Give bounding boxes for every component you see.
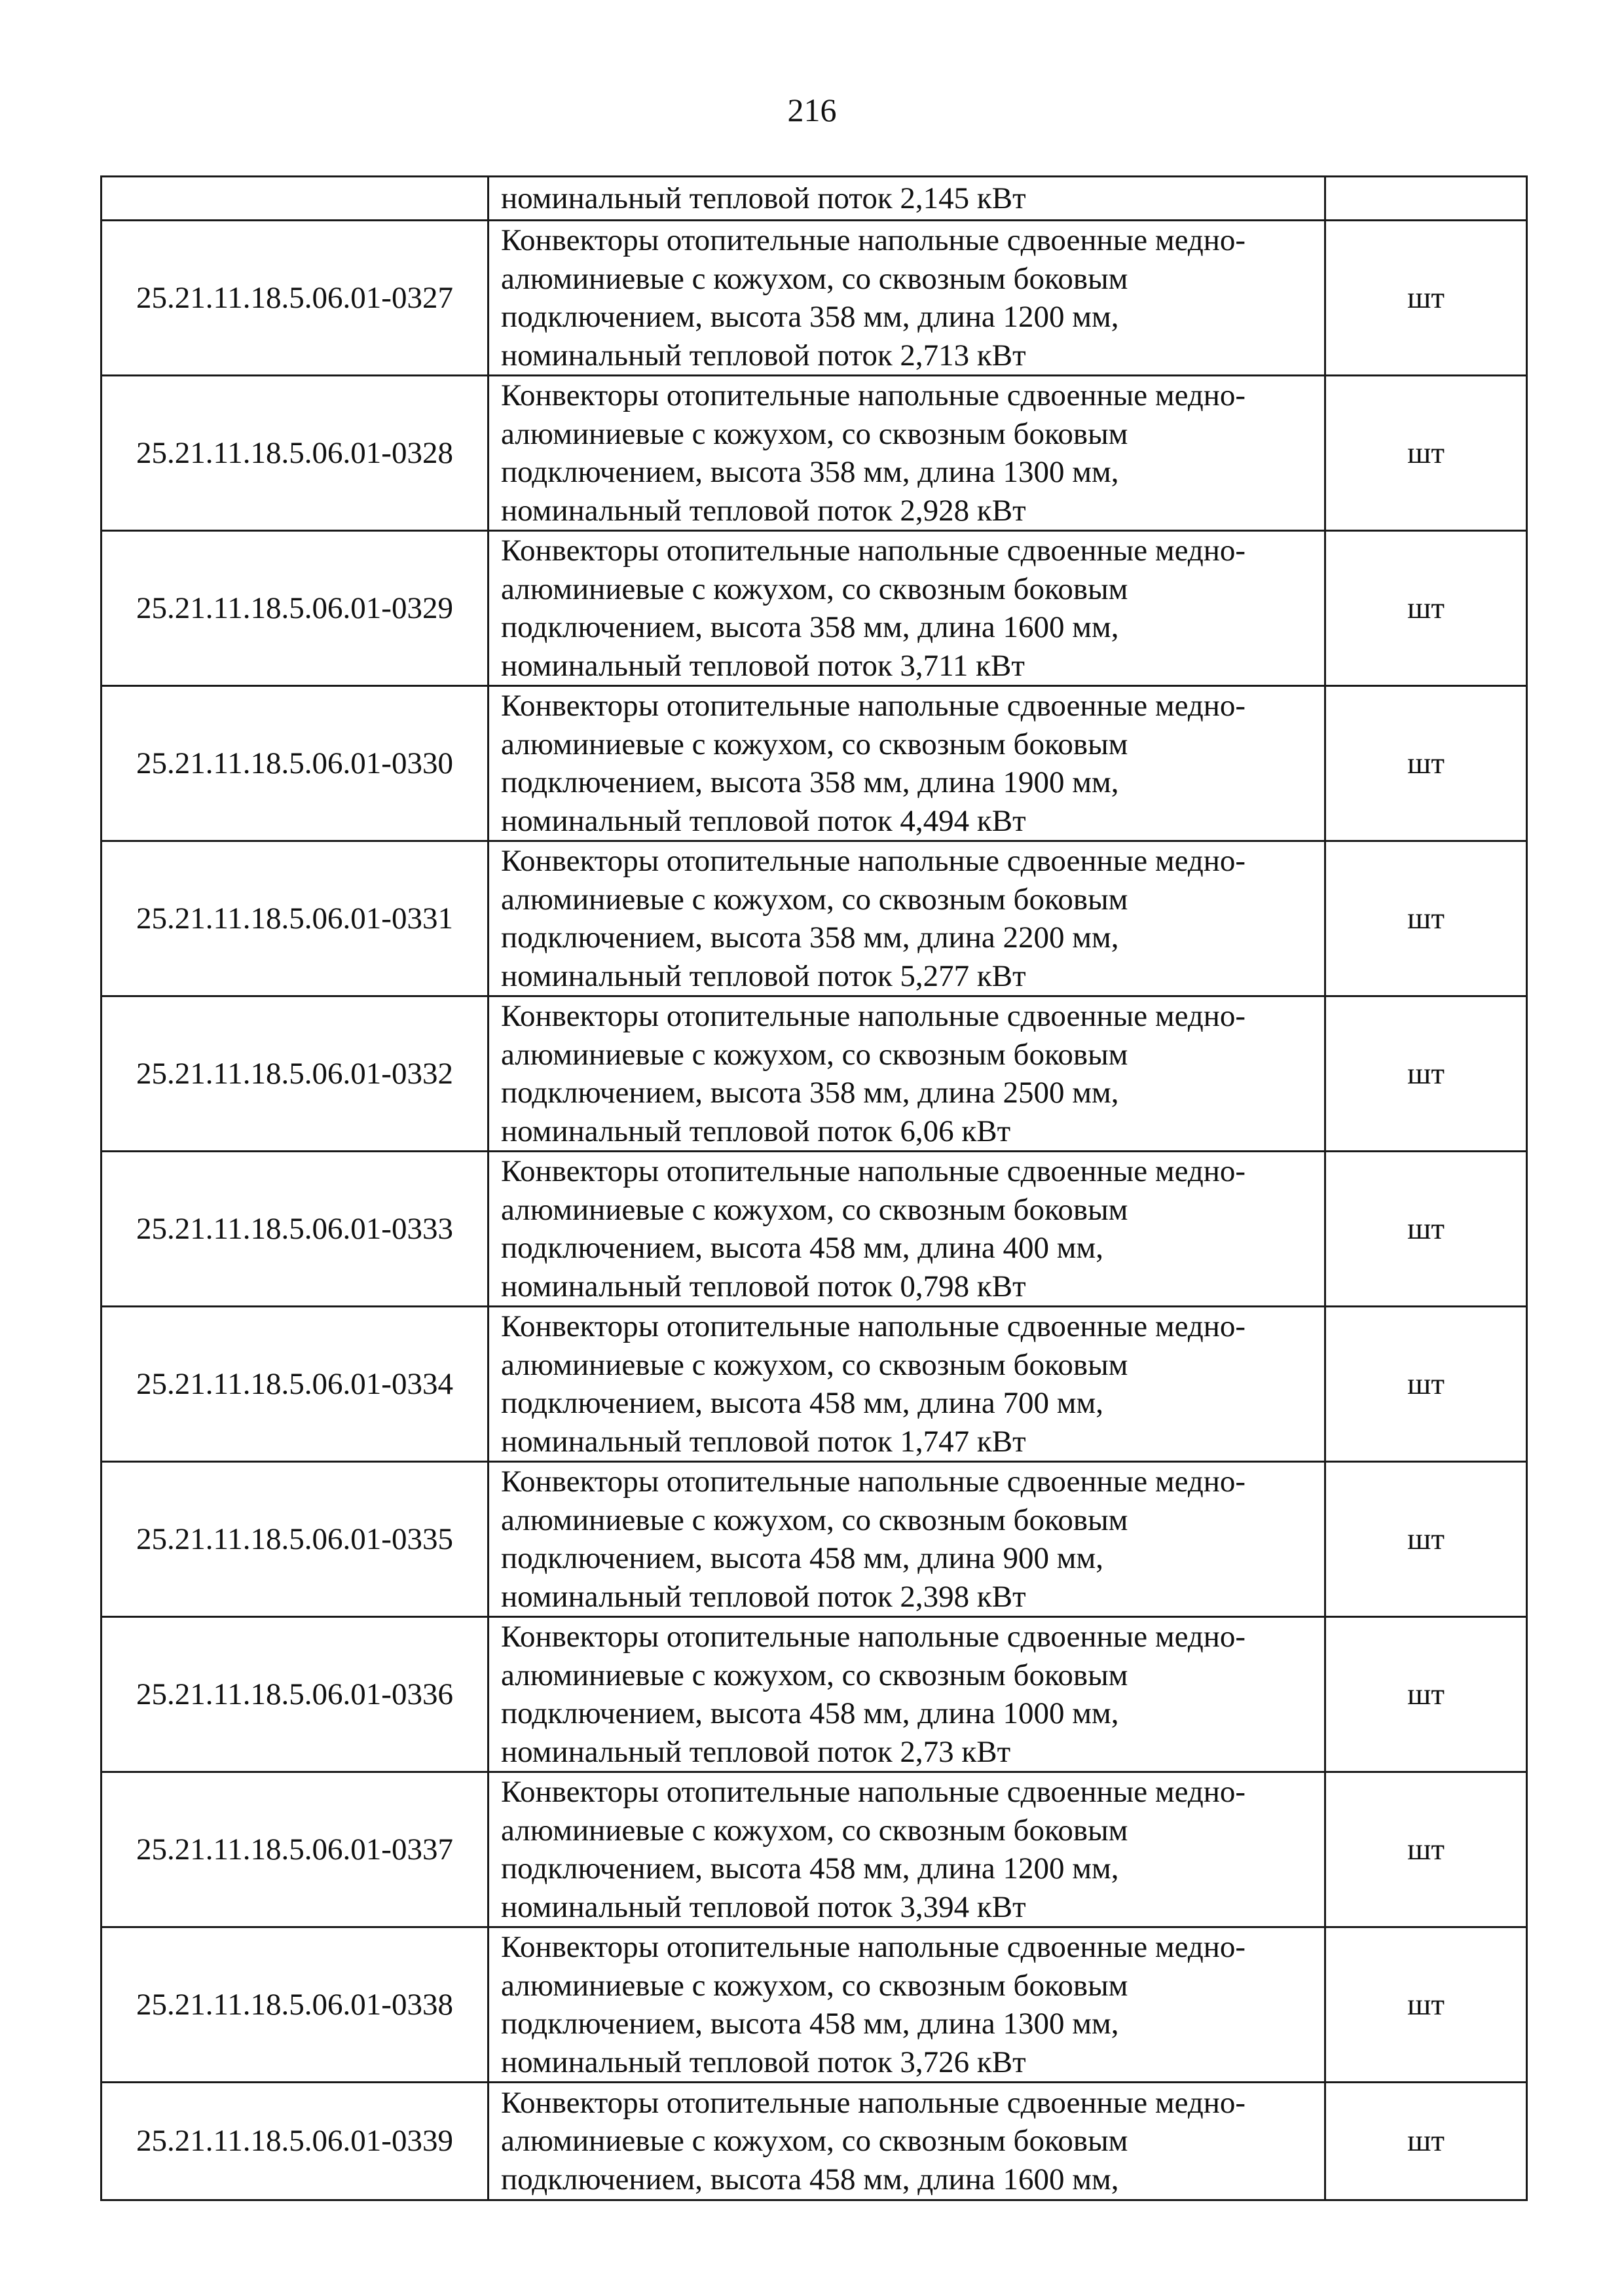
code-cell: 25.21.11.18.5.06.01-0330 — [101, 686, 489, 841]
description-line: Конвекторы отопительные напольные сдвоенные медно- — [501, 1930, 1246, 1964]
unit-cell: шт — [1325, 2083, 1527, 2200]
unit-cell: шт — [1325, 1772, 1527, 1927]
description-cell — [489, 376, 1325, 531]
code-cell: 25.21.11.18.5.06.01-0339 — [101, 2083, 489, 2200]
table-row — [101, 841, 1527, 996]
description-line: номинальный тепловой поток 1,747 кВт — [501, 1424, 1026, 1459]
description-line: подключением, высота 358 мм, длина 2500 мм, — [501, 1076, 1119, 1110]
code-cell: 25.21.11.18.5.06.01-0335 — [101, 1462, 489, 1617]
description-line: подключением, высота 458 мм, длина 400 мм, — [501, 1231, 1103, 1265]
description-line: подключением, высота 358 мм, длина 1900 мм, — [501, 765, 1119, 799]
description-cell — [489, 177, 1325, 221]
description-line: Конвекторы отопительные напольные сдвоенные медно- — [501, 1309, 1246, 1343]
description-line: алюминиевые с кожухом, со сквозным боковым — [501, 261, 1128, 296]
description-line: Конвекторы отопительные напольные сдвоенные медно- — [501, 1620, 1246, 1654]
description-line: номинальный тепловой поток 2,73 кВт — [501, 1734, 1011, 1769]
description-cell — [489, 531, 1325, 686]
table-body — [101, 177, 1527, 2200]
unit-cell: шт — [1325, 841, 1527, 996]
description-line: номинальный тепловой поток 2,928 кВт — [501, 493, 1026, 528]
code-cell: 25.21.11.18.5.06.01-0329 — [101, 531, 489, 686]
resource-table — [100, 175, 1528, 2201]
unit-cell: шт — [1325, 996, 1527, 1152]
description-line: Конвекторы отопительные напольные сдвоенные медно- — [501, 844, 1246, 878]
description-line: Конвекторы отопительные напольные сдвоенные медно- — [501, 223, 1246, 257]
description-line: алюминиевые с кожухом, со сквозным боковым — [501, 882, 1128, 917]
unit-cell: шт — [1325, 531, 1527, 686]
description-line: подключением, высота 458 мм, длина 700 мм, — [501, 1386, 1103, 1420]
unit-cell: шт — [1325, 1617, 1527, 1772]
table-row — [101, 1927, 1527, 2083]
code-cell: 25.21.11.18.5.06.01-0332 — [101, 996, 489, 1152]
description-line: Конвекторы отопительные напольные сдвоенные медно- — [501, 2085, 1246, 2120]
description-line: алюминиевые с кожухом, со сквозным боковым — [501, 1968, 1128, 2003]
unit-cell: шт — [1325, 1462, 1527, 1617]
description-line: подключением, высота 358 мм, длина 1300 мм, — [501, 455, 1119, 489]
table-row — [101, 1462, 1527, 1617]
description-line: подключением, высота 458 мм, длина 1600 мм, — [501, 2162, 1119, 2196]
table-row — [101, 531, 1527, 686]
description-line: алюминиевые с кожухом, со сквозным боковым — [501, 1813, 1128, 1848]
description-line: Конвекторы отопительные напольные сдвоенные медно- — [501, 378, 1246, 412]
description-cell — [489, 1617, 1325, 1772]
table-row — [101, 686, 1527, 841]
unit-cell: шт — [1325, 686, 1527, 841]
description-line: Конвекторы отопительные напольные сдвоенные медно- — [501, 1154, 1246, 1188]
description-line: алюминиевые с кожухом, со сквозным боковым — [501, 1192, 1128, 1227]
description-line: алюминиевые с кожухом, со сквозным боковым — [501, 727, 1128, 761]
description-cell — [489, 1462, 1325, 1617]
table-row — [101, 376, 1527, 531]
unit-cell: шт — [1325, 376, 1527, 531]
unit-cell — [1325, 177, 1527, 221]
code-cell: 25.21.11.18.5.06.01-0327 — [101, 221, 489, 376]
description-line: Конвекторы отопительные напольные сдвоенные медно- — [501, 999, 1246, 1033]
description-line: подключением, высота 458 мм, длина 1300 мм, — [501, 2007, 1119, 2041]
code-cell: 25.21.11.18.5.06.01-0331 — [101, 841, 489, 996]
description-cell — [489, 2083, 1325, 2200]
description-line: номинальный тепловой поток 3,711 кВт — [501, 648, 1025, 683]
table-row — [101, 996, 1527, 1152]
description-line: алюминиевые с кожухом, со сквозным боковым — [501, 1037, 1128, 1072]
description-line: алюминиевые с кожухом, со сквозным боковым — [501, 416, 1128, 451]
code-cell: 25.21.11.18.5.06.01-0328 — [101, 376, 489, 531]
page-number: 216 — [787, 92, 837, 128]
description-cell — [489, 1772, 1325, 1927]
description-cell — [489, 1307, 1325, 1462]
description-line: алюминиевые с кожухом, со сквозным боковым — [501, 1658, 1128, 1692]
description-cell — [489, 1927, 1325, 2083]
description-line: номинальный тепловой поток 2,398 кВт — [501, 1579, 1026, 1614]
description-line: Конвекторы отопительные напольные сдвоенные медно- — [501, 1465, 1246, 1499]
unit-cell: шт — [1325, 1307, 1527, 1462]
table-row — [101, 1772, 1527, 1927]
description-cell — [489, 996, 1325, 1152]
description-line: номинальный тепловой поток 5,277 кВт — [501, 958, 1026, 993]
description-line: алюминиевые с кожухом, со сквозным боковым — [501, 1503, 1128, 1537]
description-line: подключением, высота 358 мм, длина 2200 мм, — [501, 920, 1119, 955]
description-line: Конвекторы отопительные напольные сдвоенные медно- — [501, 1775, 1246, 1809]
description-cell — [489, 841, 1325, 996]
description-line: номинальный тепловой поток 3,394 кВт — [501, 1889, 1026, 1924]
code-cell: 25.21.11.18.5.06.01-0338 — [101, 1927, 489, 2083]
description-line: номинальный тепловой поток 3,726 кВт — [501, 2045, 1026, 2079]
description-line: подключением, высота 358 мм, длина 1200 мм, — [501, 300, 1119, 334]
description-line: подключением, высота 458 мм, длина 1200 мм, — [501, 1851, 1119, 1886]
description-cell — [489, 686, 1325, 841]
table-row — [101, 1617, 1527, 1772]
code-cell — [101, 177, 489, 221]
code-cell: 25.21.11.18.5.06.01-0337 — [101, 1772, 489, 1927]
table-row — [101, 2083, 1527, 2200]
table-row-continuation — [101, 177, 1527, 221]
code-cell: 25.21.11.18.5.06.01-0334 — [101, 1307, 489, 1462]
description-line: номинальный тепловой поток 4,494 кВт — [501, 803, 1026, 838]
description-line: подключением, высота 458 мм, длина 1000 мм, — [501, 1696, 1119, 1730]
description-line: алюминиевые с кожухом, со сквозным боковым — [501, 2124, 1128, 2159]
unit-cell: шт — [1325, 1927, 1527, 2083]
description-cell — [489, 221, 1325, 376]
description-line: подключением, высота 358 мм, длина 1600 мм, — [501, 610, 1119, 644]
description-line: Конвекторы отопительные напольные сдвоенные медно- — [501, 689, 1246, 723]
description-line: алюминиевые с кожухом, со сквозным боковым — [501, 572, 1128, 606]
table-row — [101, 221, 1527, 376]
code-cell: 25.21.11.18.5.06.01-0336 — [101, 1617, 489, 1772]
unit-cell: шт — [1325, 1152, 1527, 1307]
description-line: номинальный тепловой поток 6,06 кВт — [501, 1114, 1011, 1148]
table-row — [101, 1307, 1527, 1462]
description-line: номинальный тепловой поток 2,145 кВт — [501, 181, 1026, 215]
description-line: алюминиевые с кожухом, со сквозным боковым — [501, 1347, 1128, 1382]
unit-cell: шт — [1325, 221, 1527, 376]
description-cell — [489, 1152, 1325, 1307]
code-cell: 25.21.11.18.5.06.01-0333 — [101, 1152, 489, 1307]
table-row — [101, 1152, 1527, 1307]
description-line: Конвекторы отопительные напольные сдвоенные медно- — [501, 534, 1246, 568]
description-line: номинальный тепловой поток 0,798 кВт — [501, 1269, 1026, 1303]
description-line: номинальный тепловой поток 2,713 кВт — [501, 338, 1026, 373]
description-line: подключением, высота 458 мм, длина 900 мм, — [501, 1541, 1103, 1575]
